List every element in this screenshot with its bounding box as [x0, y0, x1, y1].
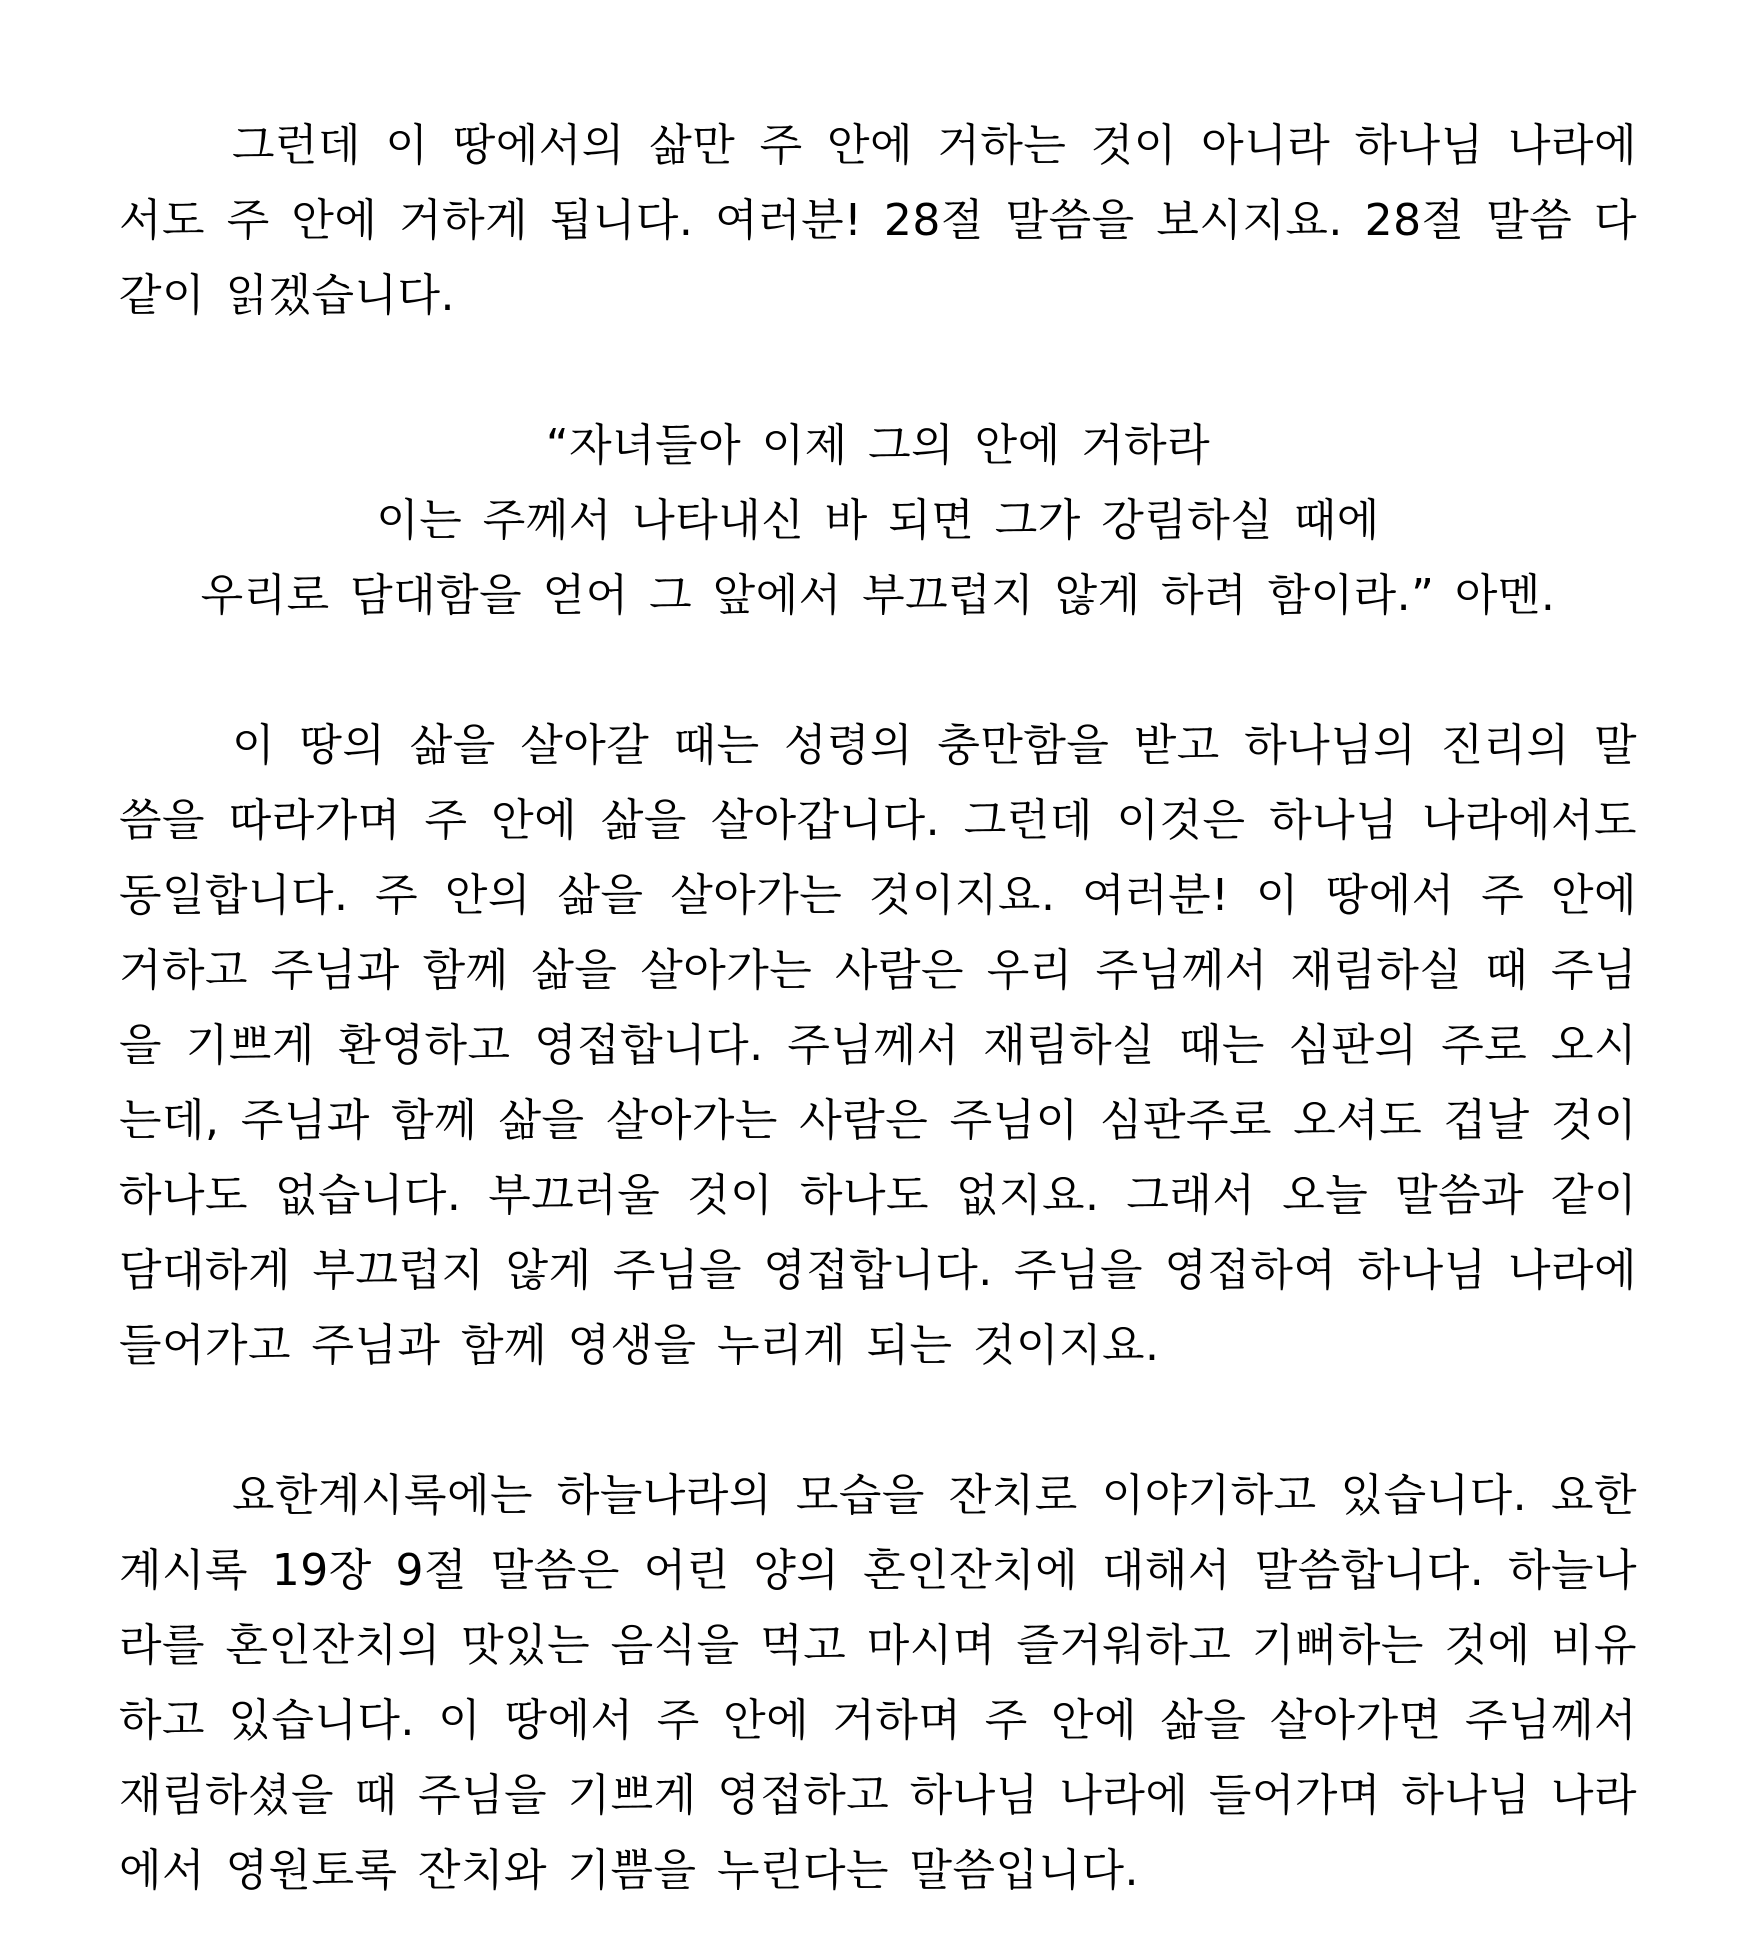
document-page [119, 108, 1637, 1908]
scripture-line-2: 이는 주께서 나타내신 바 되면 그가 강림하실 때에 [376, 495, 1380, 546]
scripture-line-3: 우리로 담대함을 얻어 그 앞에서 부끄럽지 않게 하려 함이라.” 아멘. [200, 570, 1556, 621]
paragraph-intro: 그런데 이 땅에서의 삶만 주 안에 거하는 것이 아니라 하나님 나라에서도 주 안에 거하게 됩니다. 여러분! 28절 말씀을 보시지요. 28절 말씀 다 같이 읽겠습니다. [119, 120, 1638, 321]
paragraph-body: 이 땅의 삶을 살아갈 때는 성령의 충만함을 받고 하나님의 진리의 말씀을 따라가며 주 안에 삶을 살아갑니다. 그런데 이것은 하나님 나라에서도 동일합니다. 주 안의 삶을 살아가는 것이지요. 여러분! 이 땅에서 주 안에 거하고 주님과 함께 삶을 살아가는 사람은 우리 주님께서 재림하실 때 주님을 기쁘게 환영하고 영접합니다. 주님께서 재림하실 때는 심판의 주로 오시는데, 주님과 함께 삶을 살아가는 사람은 주님이 심판주로 오셔도 겁날 것이 하나도 없습니다. 부끄러울 것이 하나도 없지요. 그래서 오늘 말씀과 같이 담대하게 부끄럽지 않게 주님을 영접합니다. 주님을 영접하여 하나님 나라에 들어가고 주님과 함께 영생을 누리게 되는 것이지요. [119, 720, 1638, 1371]
paragraph-revelation: 요한계시록에는 하늘나라의 모습을 잔치로 이야기하고 있습니다. 요한계시록 19장 9절 말씀은 어린 양의 혼인잔치에 대해서 말씀합니다. 하늘나라를 혼인잔치의 맛있는 음식을 먹고 마시며 즐거워하고 기뻐하는 것에 비유하고 있습니다. 이 땅에서 주 안에 거하며 주 안에 삶을 살아가면 주님께서 재림하셨을 때 주님을 기쁘게 영접하고 하나님 나라에 들어가며 하나님 나라에서 영원토록 잔치와 기쁨을 누린다는 말씀입니다. [119, 1470, 1637, 1896]
scripture-quote [119, 408, 1637, 633]
scripture-line-1: “자녀들아 이제 그의 안에 거하라 [545, 420, 1211, 471]
